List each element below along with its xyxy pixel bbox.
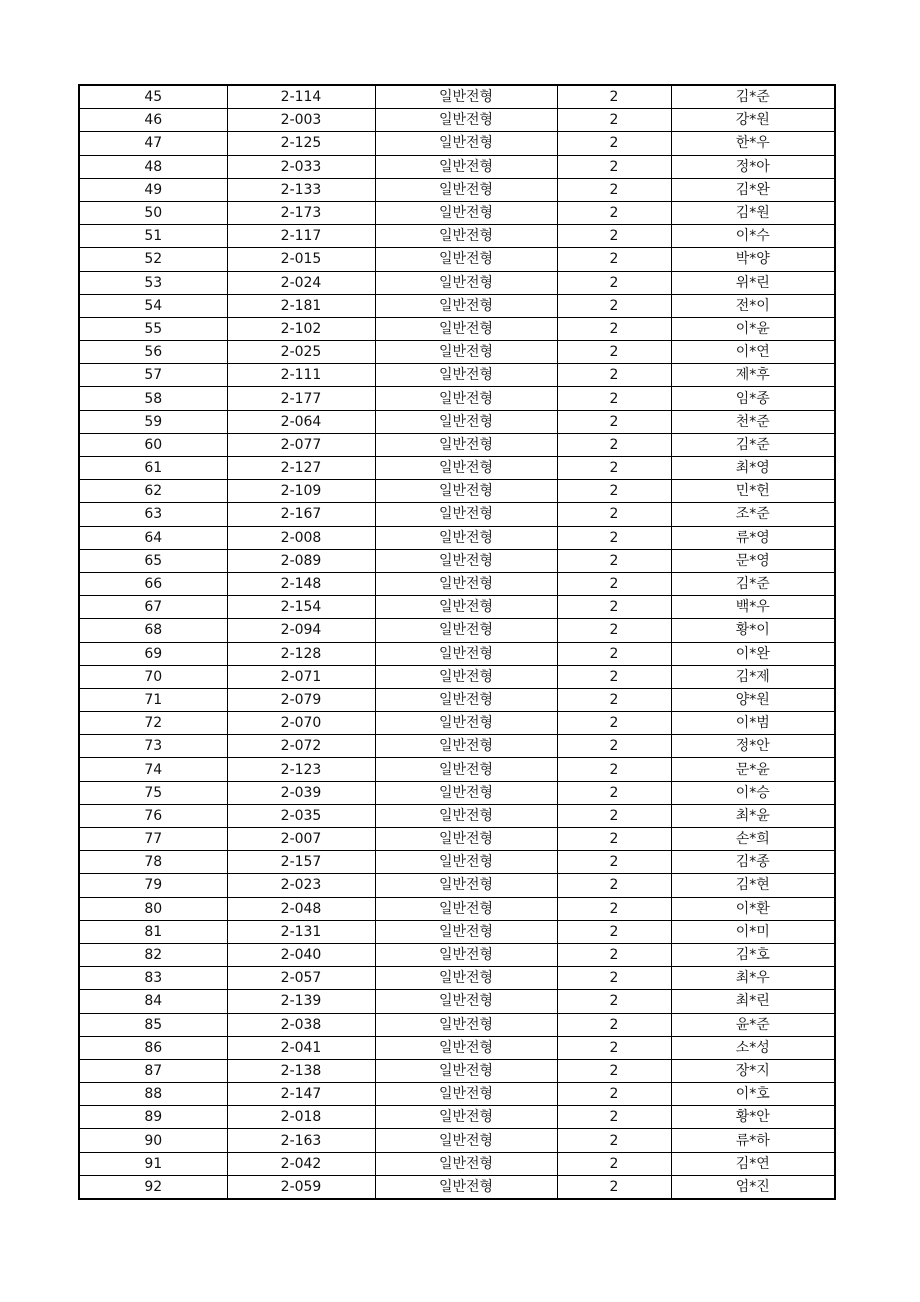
cell-exam-id: 2-008	[227, 526, 375, 549]
cell-exam-id: 2-057	[227, 967, 375, 990]
table-row	[79, 503, 835, 526]
cell-no: 64	[79, 526, 227, 549]
cell-exam-id: 2-102	[227, 317, 375, 340]
cell-name: 이*승	[671, 781, 835, 804]
cell-grade: 2	[557, 874, 671, 897]
table-row	[79, 781, 835, 804]
cell-admission-type: 일반전형	[375, 735, 557, 758]
cell-grade: 2	[557, 990, 671, 1013]
cell-no: 60	[79, 433, 227, 456]
cell-admission-type: 일반전형	[375, 619, 557, 642]
table-row	[79, 387, 835, 410]
cell-name: 위*린	[671, 271, 835, 294]
cell-admission-type: 일반전형	[375, 410, 557, 433]
cell-admission-type: 일반전형	[375, 874, 557, 897]
cell-name: 김*종	[671, 851, 835, 874]
cell-name: 이*윤	[671, 317, 835, 340]
table-row	[79, 1083, 835, 1106]
cell-admission-type: 일반전형	[375, 225, 557, 248]
cell-no: 81	[79, 920, 227, 943]
cell-admission-type: 일반전형	[375, 1129, 557, 1152]
cell-grade: 2	[557, 572, 671, 595]
cell-name: 제*후	[671, 364, 835, 387]
cell-no: 75	[79, 781, 227, 804]
cell-admission-type: 일반전형	[375, 828, 557, 851]
cell-no: 84	[79, 990, 227, 1013]
cell-grade: 2	[557, 897, 671, 920]
table-row	[79, 132, 835, 155]
cell-grade: 2	[557, 1152, 671, 1175]
admission-results-table	[78, 84, 836, 1200]
table-row	[79, 109, 835, 132]
cell-exam-id: 2-042	[227, 1152, 375, 1175]
cell-exam-id: 2-133	[227, 178, 375, 201]
cell-grade: 2	[557, 712, 671, 735]
cell-exam-id: 2-040	[227, 943, 375, 966]
cell-name: 조*준	[671, 503, 835, 526]
cell-name: 강*원	[671, 109, 835, 132]
cell-no: 74	[79, 758, 227, 781]
cell-name: 김*준	[671, 572, 835, 595]
cell-grade: 2	[557, 155, 671, 178]
cell-admission-type: 일반전형	[375, 480, 557, 503]
cell-no: 47	[79, 132, 227, 155]
cell-name: 김*준	[671, 85, 835, 109]
table-row	[79, 1175, 835, 1199]
cell-admission-type: 일반전형	[375, 341, 557, 364]
cell-admission-type: 일반전형	[375, 85, 557, 109]
cell-no: 53	[79, 271, 227, 294]
cell-grade: 2	[557, 178, 671, 201]
table-row	[79, 596, 835, 619]
cell-admission-type: 일반전형	[375, 572, 557, 595]
cell-exam-id: 2-139	[227, 990, 375, 1013]
cell-no: 79	[79, 874, 227, 897]
cell-grade: 2	[557, 688, 671, 711]
cell-name: 이*미	[671, 920, 835, 943]
cell-admission-type: 일반전형	[375, 271, 557, 294]
cell-grade: 2	[557, 1175, 671, 1199]
cell-name: 문*윤	[671, 758, 835, 781]
cell-no: 90	[79, 1129, 227, 1152]
cell-no: 56	[79, 341, 227, 364]
cell-grade: 2	[557, 433, 671, 456]
cell-grade: 2	[557, 943, 671, 966]
cell-admission-type: 일반전형	[375, 1083, 557, 1106]
cell-exam-id: 2-125	[227, 132, 375, 155]
cell-name: 양*원	[671, 688, 835, 711]
cell-name: 박*양	[671, 248, 835, 271]
table-row	[79, 155, 835, 178]
table-row	[79, 758, 835, 781]
cell-no: 76	[79, 804, 227, 827]
cell-name: 이*완	[671, 642, 835, 665]
cell-exam-id: 2-177	[227, 387, 375, 410]
cell-no: 52	[79, 248, 227, 271]
cell-name: 임*종	[671, 387, 835, 410]
cell-admission-type: 일반전형	[375, 248, 557, 271]
cell-exam-id: 2-138	[227, 1059, 375, 1082]
table-row	[79, 920, 835, 943]
cell-name: 김*호	[671, 943, 835, 966]
cell-grade: 2	[557, 201, 671, 224]
cell-name: 한*우	[671, 132, 835, 155]
cell-grade: 2	[557, 549, 671, 572]
cell-grade: 2	[557, 85, 671, 109]
table-row	[79, 85, 835, 109]
table-row	[79, 317, 835, 340]
cell-admission-type: 일반전형	[375, 1106, 557, 1129]
cell-admission-type: 일반전형	[375, 1059, 557, 1082]
cell-exam-id: 2-070	[227, 712, 375, 735]
cell-exam-id: 2-039	[227, 781, 375, 804]
cell-exam-id: 2-015	[227, 248, 375, 271]
cell-name: 최*린	[671, 990, 835, 1013]
table-row	[79, 642, 835, 665]
cell-grade: 2	[557, 920, 671, 943]
table-row	[79, 1129, 835, 1152]
cell-no: 59	[79, 410, 227, 433]
cell-admission-type: 일반전형	[375, 201, 557, 224]
cell-admission-type: 일반전형	[375, 920, 557, 943]
cell-exam-id: 2-163	[227, 1129, 375, 1152]
table-row	[79, 526, 835, 549]
cell-grade: 2	[557, 735, 671, 758]
table-row	[79, 178, 835, 201]
cell-exam-id: 2-127	[227, 457, 375, 480]
cell-no: 67	[79, 596, 227, 619]
cell-name: 류*하	[671, 1129, 835, 1152]
cell-no: 55	[79, 317, 227, 340]
cell-exam-id: 2-064	[227, 410, 375, 433]
cell-exam-id: 2-079	[227, 688, 375, 711]
cell-admission-type: 일반전형	[375, 781, 557, 804]
table-row	[79, 897, 835, 920]
cell-no: 58	[79, 387, 227, 410]
cell-exam-id: 2-094	[227, 619, 375, 642]
cell-no: 48	[79, 155, 227, 178]
cell-name: 김*제	[671, 665, 835, 688]
cell-grade: 2	[557, 851, 671, 874]
cell-admission-type: 일반전형	[375, 712, 557, 735]
table-row	[79, 201, 835, 224]
table-row	[79, 688, 835, 711]
cell-no: 51	[79, 225, 227, 248]
cell-exam-id: 2-024	[227, 271, 375, 294]
table-row	[79, 294, 835, 317]
cell-name: 류*영	[671, 526, 835, 549]
cell-admission-type: 일반전형	[375, 1013, 557, 1036]
cell-no: 50	[79, 201, 227, 224]
cell-admission-type: 일반전형	[375, 851, 557, 874]
cell-exam-id: 2-148	[227, 572, 375, 595]
cell-no: 88	[79, 1083, 227, 1106]
cell-no: 63	[79, 503, 227, 526]
cell-no: 70	[79, 665, 227, 688]
cell-exam-id: 2-173	[227, 201, 375, 224]
cell-no: 91	[79, 1152, 227, 1175]
cell-exam-id: 2-048	[227, 897, 375, 920]
table-row	[79, 248, 835, 271]
cell-name: 문*영	[671, 549, 835, 572]
cell-no: 83	[79, 967, 227, 990]
table-body	[79, 85, 835, 1199]
cell-no: 66	[79, 572, 227, 595]
cell-no: 72	[79, 712, 227, 735]
table-row	[79, 433, 835, 456]
cell-name: 김*연	[671, 1152, 835, 1175]
cell-exam-id: 2-154	[227, 596, 375, 619]
cell-exam-id: 2-123	[227, 758, 375, 781]
cell-name: 이*수	[671, 225, 835, 248]
cell-grade: 2	[557, 596, 671, 619]
cell-no: 82	[79, 943, 227, 966]
cell-name: 김*준	[671, 433, 835, 456]
table-row	[79, 271, 835, 294]
table-row	[79, 364, 835, 387]
cell-no: 62	[79, 480, 227, 503]
cell-grade: 2	[557, 1083, 671, 1106]
cell-no: 87	[79, 1059, 227, 1082]
table-row	[79, 619, 835, 642]
cell-grade: 2	[557, 457, 671, 480]
table-row	[79, 480, 835, 503]
cell-grade: 2	[557, 804, 671, 827]
cell-name: 정*안	[671, 735, 835, 758]
cell-no: 73	[79, 735, 227, 758]
cell-no: 45	[79, 85, 227, 109]
cell-admission-type: 일반전형	[375, 109, 557, 132]
table-row	[79, 851, 835, 874]
cell-no: 68	[79, 619, 227, 642]
cell-no: 77	[79, 828, 227, 851]
cell-admission-type: 일반전형	[375, 990, 557, 1013]
cell-name: 손*희	[671, 828, 835, 851]
table-row	[79, 967, 835, 990]
cell-admission-type: 일반전형	[375, 387, 557, 410]
cell-grade: 2	[557, 341, 671, 364]
cell-exam-id: 2-157	[227, 851, 375, 874]
cell-exam-id: 2-003	[227, 109, 375, 132]
cell-admission-type: 일반전형	[375, 364, 557, 387]
cell-admission-type: 일반전형	[375, 804, 557, 827]
cell-no: 78	[79, 851, 227, 874]
table-row	[79, 1059, 835, 1082]
cell-exam-id: 2-109	[227, 480, 375, 503]
table-row	[79, 712, 835, 735]
cell-grade: 2	[557, 294, 671, 317]
cell-exam-id: 2-025	[227, 341, 375, 364]
cell-name: 전*이	[671, 294, 835, 317]
table-row	[79, 549, 835, 572]
cell-no: 80	[79, 897, 227, 920]
cell-grade: 2	[557, 1013, 671, 1036]
cell-admission-type: 일반전형	[375, 897, 557, 920]
cell-grade: 2	[557, 619, 671, 642]
cell-exam-id: 2-059	[227, 1175, 375, 1199]
cell-admission-type: 일반전형	[375, 758, 557, 781]
cell-admission-type: 일반전형	[375, 526, 557, 549]
cell-grade: 2	[557, 828, 671, 851]
cell-grade: 2	[557, 1106, 671, 1129]
cell-name: 엄*진	[671, 1175, 835, 1199]
cell-grade: 2	[557, 225, 671, 248]
cell-exam-id: 2-033	[227, 155, 375, 178]
cell-grade: 2	[557, 1036, 671, 1059]
cell-exam-id: 2-072	[227, 735, 375, 758]
cell-admission-type: 일반전형	[375, 317, 557, 340]
cell-admission-type: 일반전형	[375, 433, 557, 456]
cell-exam-id: 2-111	[227, 364, 375, 387]
cell-exam-id: 2-089	[227, 549, 375, 572]
cell-admission-type: 일반전형	[375, 549, 557, 572]
cell-exam-id: 2-147	[227, 1083, 375, 1106]
table-row	[79, 1013, 835, 1036]
cell-grade: 2	[557, 364, 671, 387]
cell-admission-type: 일반전형	[375, 688, 557, 711]
cell-no: 54	[79, 294, 227, 317]
cell-exam-id: 2-038	[227, 1013, 375, 1036]
cell-no: 92	[79, 1175, 227, 1199]
cell-name: 이*범	[671, 712, 835, 735]
table-row	[79, 410, 835, 433]
cell-name: 김*현	[671, 874, 835, 897]
cell-exam-id: 2-018	[227, 1106, 375, 1129]
cell-grade: 2	[557, 317, 671, 340]
table-row	[79, 225, 835, 248]
table-row	[79, 1036, 835, 1059]
cell-no: 65	[79, 549, 227, 572]
table-row	[79, 341, 835, 364]
cell-grade: 2	[557, 132, 671, 155]
cell-exam-id: 2-077	[227, 433, 375, 456]
table-row	[79, 457, 835, 480]
cell-no: 86	[79, 1036, 227, 1059]
cell-admission-type: 일반전형	[375, 1175, 557, 1199]
cell-admission-type: 일반전형	[375, 155, 557, 178]
cell-name: 김*완	[671, 178, 835, 201]
cell-name: 이*연	[671, 341, 835, 364]
cell-no: 71	[79, 688, 227, 711]
cell-exam-id: 2-128	[227, 642, 375, 665]
cell-admission-type: 일반전형	[375, 132, 557, 155]
cell-admission-type: 일반전형	[375, 457, 557, 480]
table-row	[79, 1106, 835, 1129]
cell-admission-type: 일반전형	[375, 178, 557, 201]
cell-exam-id: 2-035	[227, 804, 375, 827]
table-row	[79, 1152, 835, 1175]
cell-admission-type: 일반전형	[375, 943, 557, 966]
cell-name: 이*호	[671, 1083, 835, 1106]
cell-name: 장*지	[671, 1059, 835, 1082]
cell-exam-id: 2-041	[227, 1036, 375, 1059]
table-row	[79, 943, 835, 966]
cell-name: 백*우	[671, 596, 835, 619]
cell-name: 최*우	[671, 967, 835, 990]
cell-name: 황*이	[671, 619, 835, 642]
cell-exam-id: 2-181	[227, 294, 375, 317]
cell-grade: 2	[557, 271, 671, 294]
cell-grade: 2	[557, 642, 671, 665]
cell-no: 49	[79, 178, 227, 201]
cell-grade: 2	[557, 109, 671, 132]
cell-grade: 2	[557, 410, 671, 433]
cell-grade: 2	[557, 503, 671, 526]
cell-grade: 2	[557, 480, 671, 503]
cell-name: 윤*준	[671, 1013, 835, 1036]
cell-grade: 2	[557, 1059, 671, 1082]
cell-grade: 2	[557, 781, 671, 804]
cell-exam-id: 2-167	[227, 503, 375, 526]
cell-admission-type: 일반전형	[375, 642, 557, 665]
cell-grade: 2	[557, 526, 671, 549]
cell-name: 천*준	[671, 410, 835, 433]
cell-name: 민*헌	[671, 480, 835, 503]
cell-admission-type: 일반전형	[375, 665, 557, 688]
cell-grade: 2	[557, 665, 671, 688]
cell-grade: 2	[557, 1129, 671, 1152]
cell-admission-type: 일반전형	[375, 294, 557, 317]
cell-exam-id: 2-131	[227, 920, 375, 943]
table-row	[79, 828, 835, 851]
cell-name: 정*아	[671, 155, 835, 178]
table-row	[79, 665, 835, 688]
cell-name: 김*원	[671, 201, 835, 224]
cell-admission-type: 일반전형	[375, 1152, 557, 1175]
cell-grade: 2	[557, 967, 671, 990]
cell-admission-type: 일반전형	[375, 503, 557, 526]
table-row	[79, 572, 835, 595]
cell-no: 57	[79, 364, 227, 387]
cell-admission-type: 일반전형	[375, 596, 557, 619]
cell-no: 69	[79, 642, 227, 665]
table-row	[79, 804, 835, 827]
cell-no: 46	[79, 109, 227, 132]
cell-exam-id: 2-023	[227, 874, 375, 897]
cell-exam-id: 2-071	[227, 665, 375, 688]
cell-name: 이*환	[671, 897, 835, 920]
table-row	[79, 874, 835, 897]
cell-exam-id: 2-114	[227, 85, 375, 109]
cell-no: 89	[79, 1106, 227, 1129]
cell-name: 최*윤	[671, 804, 835, 827]
cell-grade: 2	[557, 248, 671, 271]
cell-grade: 2	[557, 387, 671, 410]
table-row	[79, 990, 835, 1013]
cell-grade: 2	[557, 758, 671, 781]
cell-name: 소*성	[671, 1036, 835, 1059]
cell-no: 85	[79, 1013, 227, 1036]
cell-exam-id: 2-117	[227, 225, 375, 248]
cell-no: 61	[79, 457, 227, 480]
cell-exam-id: 2-007	[227, 828, 375, 851]
cell-name: 최*영	[671, 457, 835, 480]
cell-admission-type: 일반전형	[375, 967, 557, 990]
cell-admission-type: 일반전형	[375, 1036, 557, 1059]
cell-name: 황*안	[671, 1106, 835, 1129]
table-row	[79, 735, 835, 758]
